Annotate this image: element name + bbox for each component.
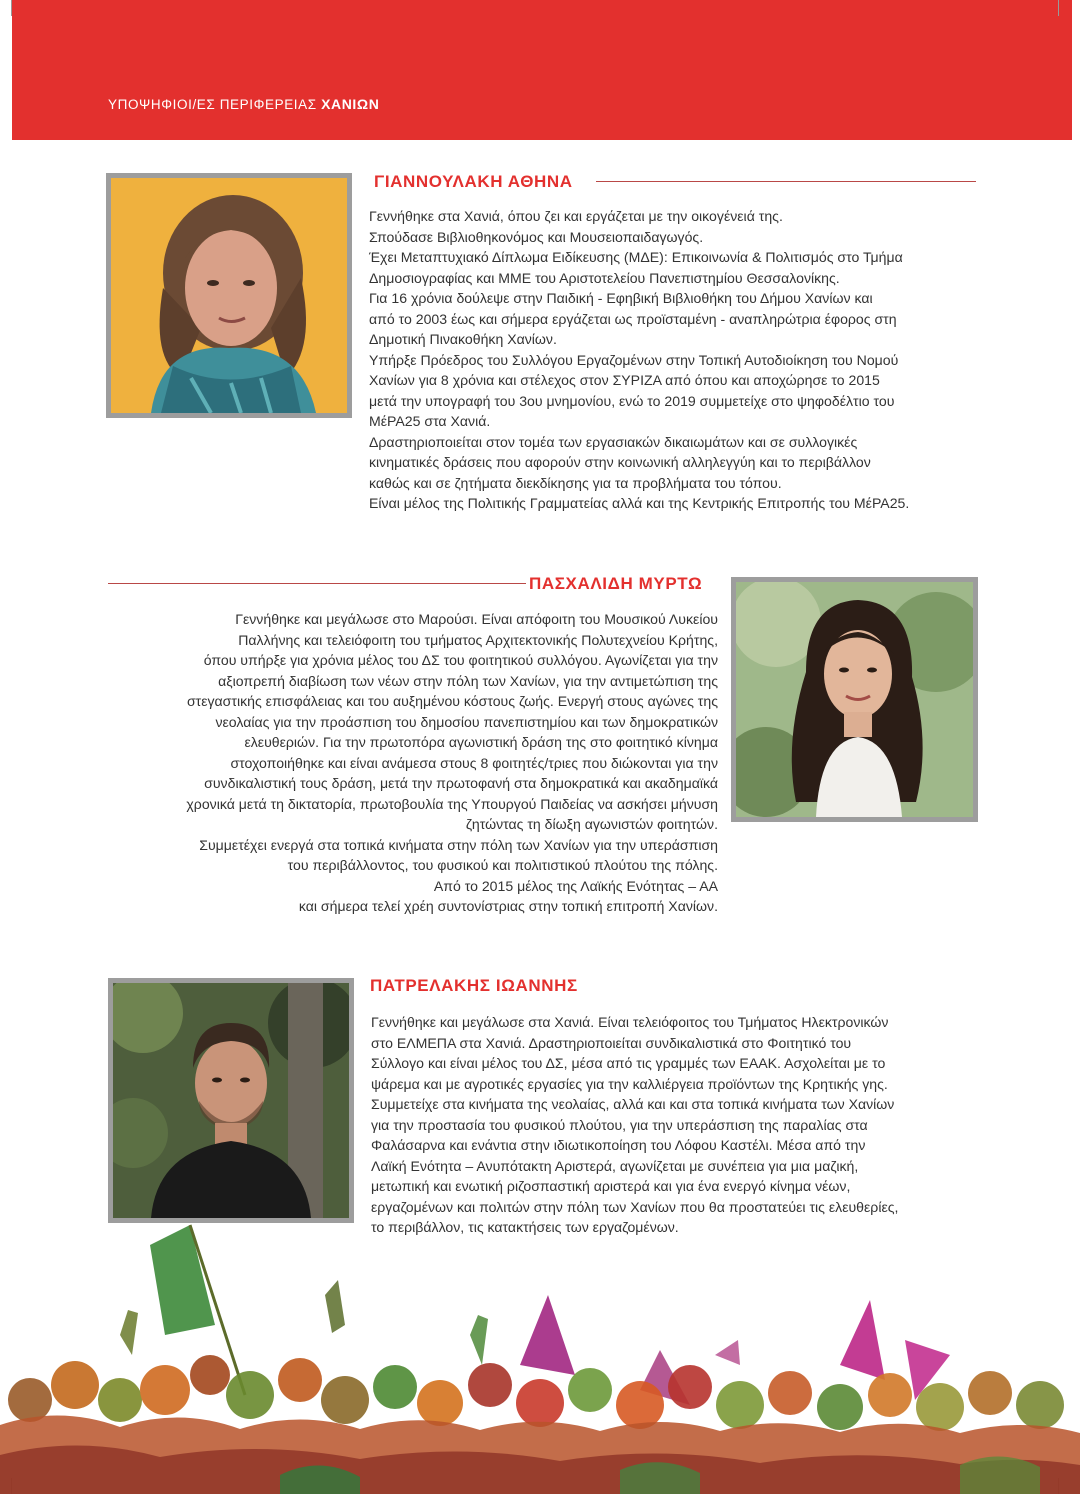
candidate-bio-1 xyxy=(369,206,984,514)
candidate-name-1: ΓΙΑΝΝΟΥΛΑΚΗ ΑΘΗΝΑ xyxy=(374,172,573,191)
bio-line: Γεννήθηκε και μεγάλωσε στα Χανιά. Είναι τελειόφοιτος του Τμήματος Ηλεκτρονικών xyxy=(371,1014,889,1030)
bio-line: χρονικά μετά τη δικτατορία, πρωτοβουλία της Υπουργού Παιδείας να ασκήσει μήνυση xyxy=(186,795,718,812)
bio-line: στεγαστικής επισφάλειας και του αυξημένου κόστους ζωής. Ενεργή στους αγώνες της xyxy=(186,693,718,709)
bio-line: Είναι μέλος της Πολιτικής Γραμματείας αλλά και της Κεντρικής Επιτροπής του ΜέΡΑ25. xyxy=(369,495,910,511)
bio-line: ΜέΡΑ25 στα Χανιά. xyxy=(369,413,491,429)
bio-line: και σήμερα τελεί χρέη συντονίστριας στην τοπική επιτροπή Χανίων. xyxy=(298,898,718,914)
bio-line: όπου υπήρξε για χρόνια μέλος του ΔΣ του φοιτητικού συλλόγου. Αγωνίζεται για την xyxy=(203,652,718,668)
bio-line: Σύλλογο και είναι μέλος του ΔΣ, μέσα από τις γραμμές των ΕΑΑΚ. Ασχολείται με το xyxy=(371,1055,886,1071)
bio-line: το περιβάλλον, τις κατακτήσεις των εργαζομένων. xyxy=(371,1219,679,1235)
bio-line: αξιοπρεπή διαβίωση των νέων στην πόλη των Χανίων, για την αντιμετώπιση της xyxy=(218,672,718,689)
header-title xyxy=(108,96,379,112)
candidate-name-3: ΠΑΤΡΕΛΑΚΗΣ ΙΩΑΝΝΗΣ xyxy=(370,976,578,995)
bio-line: Χανίων για 8 χρόνια και στέλεχος στον ΣΥΡΙΖΑ από όπου και αποχώρησε το 2015 xyxy=(369,372,880,388)
name-divider xyxy=(108,583,526,584)
bio-line: καθώς και σε ζητήματα διεκδίκησης για τα προβλήματα του τόπου. xyxy=(369,474,782,491)
bio-line: ζητώντας τη δίωξη αγωνιστών φοιτητών. xyxy=(465,816,718,832)
bio-line: Συμμετείχε στα κινήματα της νεολαίας, αλλά και και στα τοπικά κινήματα των Χανίων xyxy=(371,1096,895,1112)
bio-line: Από το 2015 μέλος της Λαϊκής Ενότητας – ΑΑ xyxy=(433,877,718,894)
bio-line: νεολαίας για την προάσπιση του δημοσίου πανεπιστημίου και των δημοκρατικών xyxy=(215,713,718,730)
bio-line: Φαλάσαρνα και ενάντια στην ιδιωτικοποίηση του Λόφου Καστέλι. Μέσα από την xyxy=(371,1137,866,1153)
candidate-photo-1 xyxy=(106,173,352,418)
bio-line: Παλλήνης και τελειόφοιτη του τμήματος Αρχιτεκτονικής Πολυτεχνείου Κρήτης, xyxy=(238,631,718,648)
bio-line: Δημοσιογραφίας και ΜΜΕ του Αριστοτελείου Πανεπιστημίου Θεσσαλονίκης. xyxy=(369,269,840,286)
candidate-photo-3 xyxy=(108,978,354,1223)
bio-line: κινηματικές δράσεις που αφορούν στην κοινωνική αλληλεγγύη και το περιβάλλον xyxy=(369,454,871,470)
bio-line: ψάρεμα και με αγροτικές εργασίες για την καλλιέργεια προϊόντων της Κρητικής γης. xyxy=(371,1075,888,1092)
header-band xyxy=(12,0,1072,140)
bio-line: από το 2003 έως και σήμερα εργάζεται ως προϊσταμένη - αναπληρώτρια έφορος στη xyxy=(369,310,897,327)
bio-line: μετά την υπογραφή του 3ου μνημονίου, ενώ το 2019 συμμετείχε στο ψηφοδέλτιο του xyxy=(369,392,895,409)
bio-line: Σπούδασε Βιβλιοθηκονόμος και Μουσειοπαιδαγωγός. xyxy=(369,228,704,245)
bio-line: μετωπική και ενωτική ριζοσπαστική αριστερά και για ένα ενεργό κίνημα νέων, xyxy=(371,1178,851,1194)
name-divider xyxy=(596,181,976,182)
crop-mark xyxy=(1058,0,1059,16)
bio-line: για την προστασία του φυσικού πλούτου, για την υπεράσπιση της παραλίας στα xyxy=(371,1116,868,1133)
bio-line: στο ΕΛΜΕΠΑ στα Χανιά. Δραστηριοποιείται συνδικαλιστικά στο Φοιτητικό του xyxy=(371,1034,852,1051)
crop-mark xyxy=(11,0,12,16)
candidate-bio-3 xyxy=(371,1012,986,1238)
bio-line: Συμμετέχει ενεργά στα τοπικά κινήματα στην πόλη των Χανίων για την υπεράσπιση xyxy=(199,836,718,853)
portrait-woman-scarf-icon xyxy=(111,178,347,413)
bio-line: Γεννήθηκε στα Χανιά, όπου ζει και εργάζεται με την οικογένειά της. xyxy=(369,208,783,224)
bio-line: Γεννήθηκε και μεγάλωσε στο Μαρούσι. Είναι απόφοιτη του Μουσικού Λυκείου xyxy=(235,611,718,627)
portrait-woman-curly-hair-icon xyxy=(736,582,973,817)
crowd-with-flags-illustration-icon xyxy=(0,1215,1080,1494)
bio-line: Για 16 χρόνια δούλεψε στην Παιδική - Εφηβική Βιβλιοθήκη του Δήμου Χανίων και xyxy=(369,290,873,306)
header-prefix: ΥΠΟΨΗΦΙΟΙ/ΕΣ ΠΕΡΙΦΕΡΕΙΑΣ xyxy=(108,97,317,112)
bio-line: συνδικαλιστική τους δράση, μετά την πρωτοφανή στα δημοκρατικά και ακαδημαϊκά xyxy=(204,775,718,791)
bio-line: Λαϊκή Ενότητα – Ανυπότακτη Αριστερά, αγωνίζεται με συνέπεια για μια μαζική, xyxy=(371,1157,859,1174)
header-region: ΧΑΝΙΩΝ xyxy=(321,96,380,112)
candidate-photo-2 xyxy=(731,577,978,822)
bio-line: του περιβάλλοντος, του φυσικού και πολιτιστικού πλούτου της πόλης. xyxy=(287,857,718,873)
portrait-young-man-icon xyxy=(113,983,349,1218)
bio-line: ελευθεριών. Για την πρωτοπόρα αγωνιστική δράση της στο φοιτητικό κίνημα xyxy=(244,734,718,750)
bio-line: Έχει Μεταπτυχιακό Δίπλωμα Ειδίκευσης (ΜΔΕ): Επικοινωνία & Πολιτισμός στο Τμήμα xyxy=(369,249,903,265)
candidate-name-2: ΠΑΣΧΑΛΙΔΗ ΜΥΡΤΩ xyxy=(529,574,703,593)
candidate-bio-2 xyxy=(100,609,718,917)
bio-line: Δημοτική Πινακοθήκη Χανίων. xyxy=(369,331,557,347)
bio-line: στοχοποιήθηκε και είναι ανάμεσα στους 8 φοιτητές/τριες που διώκονται για την xyxy=(230,754,718,771)
bio-line: εργαζομένων και πολιτών στην πόλη των Χανίων που θα προστατεύει τις ελευθερίες, xyxy=(371,1198,899,1215)
bio-line: Δραστηριοποιείται στον τομέα των εργασιακών δικαιωμάτων και σε συλλογικές xyxy=(369,433,858,450)
bio-line: Υπήρξε Πρόεδρος του Συλλόγου Εργαζομένων στην Τοπική Αυτοδιοίκηση του Νομού xyxy=(369,351,899,368)
